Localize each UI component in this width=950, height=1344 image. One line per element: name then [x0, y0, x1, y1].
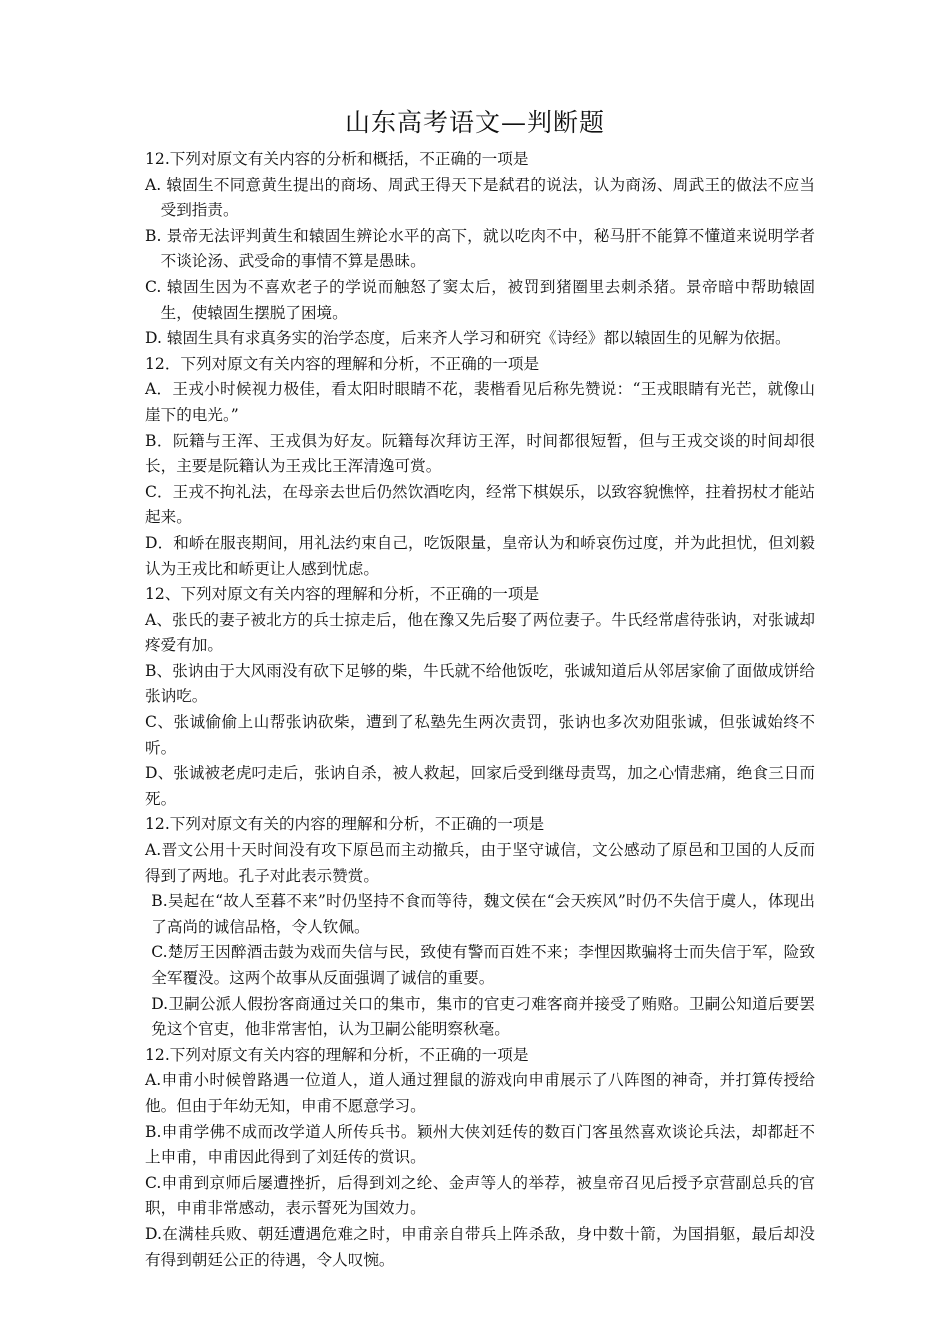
option-b: B、张讷由于大风雨没有砍下足够的柴，牛氏就不给他饭吃，张诚知道后从邻居家偷了面做成饼给张讷吃。 — [145, 661, 815, 706]
option-a: A、张氏的妻子被北方的兵士掠走后，他在豫又先后娶了两位妻子。牛氏经常虐待张讷，对张诚却疼爱有加。 — [145, 610, 815, 655]
option-b: B. 景帝无法评判黄生和辕固生辨论水平的高下，就以吃肉不中，秘马肝不能算不懂道来说明学者不谈论汤、武受命的事情不算是愚昧。 — [145, 226, 815, 271]
option-b: B.申甫学佛不成而改学道人所传兵书。颖州大侠刘廷传的数百门客虽然喜欢谈论兵法，却都赶不上申甫，申甫因此得到了刘廷传的赏识。 — [145, 1122, 815, 1167]
option-b: B．阮籍与王浑、王戎俱为好友。阮籍每次拜访王浑，时间都很短暂，但与王戎交谈的时间却很长，主要是阮籍认为王戎比王浑清逸可赏。 — [145, 431, 815, 476]
question-stem: 12.下列对原文有关内容的理解和分析，不正确的一项是 — [145, 1045, 529, 1064]
question-group-5 — [145, 1043, 815, 1273]
option-d: D、张诚被老虎叼走后，张讷自杀，被人救起，回家后受到继母责骂，加之心情悲痛，绝食三日而死。 — [145, 764, 815, 808]
option-b: B.吴起在“故人至暮不来”时仍坚持不食而等待，魏文侯在“会天疾风”时仍不失信于虞人，体现出了高尚的诚信品格，令人钦佩。 — [151, 892, 815, 936]
option-d: D.卫嗣公派人假扮客商通过关口的集市，集市的官吏刁难客商并接受了贿赂。卫嗣公知道后要罢免这个官吏，他非常害怕，认为卫嗣公能明察秋毫。 — [151, 994, 815, 1039]
question-group-1 — [145, 147, 815, 352]
option-c: C、张诚偷偷上山帮张讷砍柴，遭到了私塾先生两次责罚，张讷也多次劝阻张诚，但张诚始终不听。 — [145, 713, 815, 757]
question-stem: 12．下列对原文有关内容的理解和分析，不正确的一项是 — [145, 354, 540, 373]
question-group-3 — [145, 582, 815, 812]
option-d: D.在满桂兵败、朝廷遭遇危难之时，申甫亲自带兵上阵杀敌，身中数十箭，为国捐躯，最后却没有得到朝廷公正的待遇，令人叹惋。 — [145, 1224, 815, 1269]
question-group-4 — [145, 812, 815, 1042]
option-a: A. 辕固生不同意黄生提出的商场、周武王得天下是弑君的说法，认为商汤、周武王的做法不应当受到指责。 — [145, 175, 815, 220]
option-d: D．和峤在服丧期间，用礼法约束自己，吃饭限量，皇帝认为和峤哀伤过度，并为此担忧，但刘毅认为王戎比和峤更让人感到忧虑。 — [145, 533, 815, 578]
question-stem: 12.下列对原文有关的内容的理解和分析，不正确的一项是 — [145, 815, 545, 834]
document-body — [145, 147, 815, 1273]
option-a: A.申甫小时候曾路遇一位道人，道人通过狸鼠的游戏向申甫展示了八阵图的神奇，并打算传授给他。但由于年幼无知，申甫不愿意学习。 — [145, 1071, 815, 1115]
option-d: D. 辕固生具有求真务实的治学态度，后来齐人学习和研究《诗经》都以辕固生的见解为依据。 — [145, 329, 791, 348]
option-c: C．王戎不拘礼法，在母亲去世后仍然饮酒吃肉，经常下棋娱乐，以致容貌憔悴，拄着拐杖才能站起来。 — [145, 482, 815, 527]
question-group-2 — [145, 352, 815, 582]
option-a: A.晋文公用十天时间没有攻下原邑而主动撤兵，由于坚守诚信，文公感动了原邑和卫国的人反而得到了两地。孔子对此表示赞赏。 — [145, 841, 815, 885]
question-stem: 12.下列对原文有关内容的分析和概括，不正确的一项是 — [145, 150, 529, 168]
option-c: C. 辕固生因为不喜欢老子的学说而触怒了窦太后，被罚到猪圈里去刺杀猪。景帝暗中帮助辕固生，使辕固生摆脱了困境。 — [145, 277, 815, 322]
option-c: C.楚厉王因醉酒击鼓为戏而失信与民，致使有警而百姓不来；李悝因欺骗将士而失信于军，险致全军覆没。这两个故事从反面强调了诚信的重要。 — [151, 943, 815, 987]
option-a: A．王戎小时候视力极佳，看太阳时眼睛不花，裴楷看见后称先赞说：“王戎眼睛有光芒，就像山崖下的电光。” — [145, 380, 815, 424]
document-title: 山东高考语文—判断题 — [344, 108, 605, 137]
option-c: C.申甫到京师后屡遭挫折，后得到刘之纶、金声等人的举荐，被皇帝召见后授予京营副总兵的官职，申甫非常感动，表示誓死为国效力。 — [145, 1173, 815, 1218]
question-stem: 12、下列对原文有关内容的理解和分析，不正确的一项是 — [145, 585, 540, 604]
